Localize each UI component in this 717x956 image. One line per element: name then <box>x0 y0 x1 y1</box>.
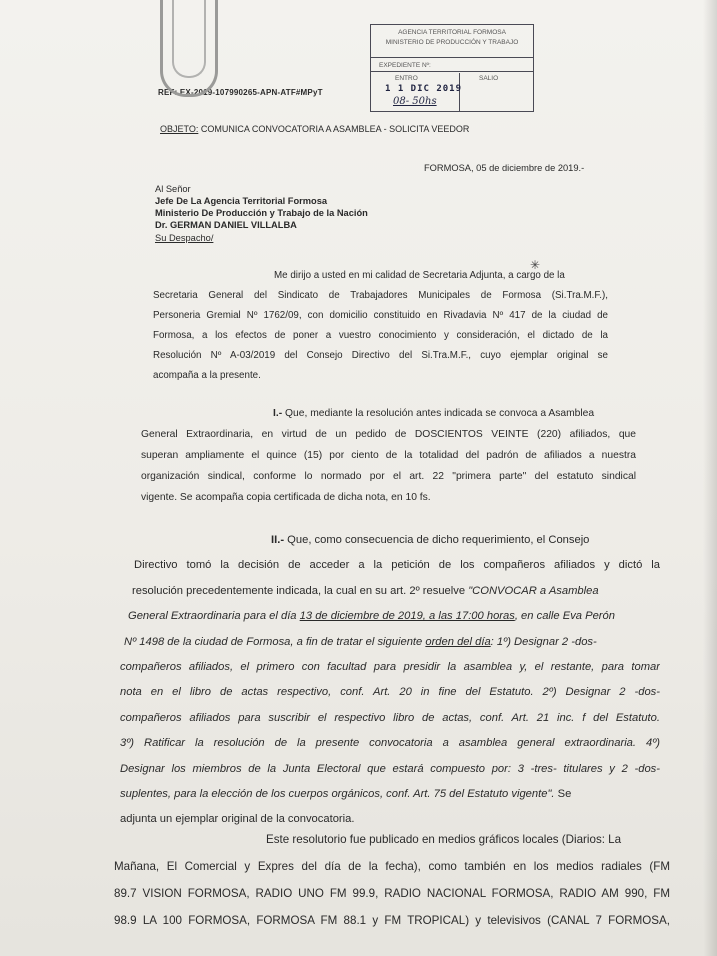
section-2-line: compañeros afiliados, el primero con facultad para presidir la asamblea y, el restante, para tomar <box>120 660 660 673</box>
stamp-date: 1 1 DIC 2019 <box>385 84 463 94</box>
closing-line: 89.7 VISION FORMOSA, RADIO UNO FM 99.9, RADIO NACIONAL FORMOSA, RADIO AM 990, FM <box>114 887 670 900</box>
section-2-text: Que, como consecuencia de dicho requerimiento, el Consejo <box>287 534 590 546</box>
section-2-text: : 1º) Designar 2 -dos- <box>490 635 597 648</box>
section-1-number: I.- <box>273 408 283 419</box>
stamp-expediente: EXPEDIENTE Nº: <box>379 62 431 69</box>
intro-line: Resolución Nº A-03/2019 del Consejo Directivo del Si.Tra.M.F., cuyo ejemplar original se <box>153 350 608 361</box>
addressee-title: Jefe De La Agencia Territorial Formosa <box>155 196 328 206</box>
stamp-entro: ENTRO <box>395 75 418 82</box>
section-1-paragraph <box>141 403 636 508</box>
stamp-ministry: MINISTERIO DE PRODUCCIÓN Y TRABAJO <box>385 39 519 46</box>
subject-text: COMUNICA CONVOCATORIA A ASAMBLEA - SOLICITA VEEDOR <box>200 124 470 134</box>
agenda-label: orden del día <box>425 635 491 648</box>
intro-paragraph <box>153 266 608 386</box>
section-2-line: 3º) Ratificar la resolución de la presente convocatoria a asamblea general extraordinaria. 4º) <box>120 737 660 750</box>
section-2-text: , en calle Eva Perón <box>514 610 615 623</box>
section-2-first-line <box>120 528 660 553</box>
section-2-number: II.- <box>271 534 285 546</box>
section-2-line: adjunta un ejemplar original de la convocatoria. <box>120 813 355 826</box>
addressee-ministry: Ministerio De Producción y Trabajo de la Nación <box>155 208 368 218</box>
section-1-line: vigente. Se acompaña copia certificada de dicha nota, en 10 fs. <box>141 492 431 503</box>
reference-number: REF: EX-2019-107990265-APN-ATF#MPyT <box>158 88 323 97</box>
stamp-agency: AGENCIA TERRITORIAL FORMOSA <box>398 29 506 36</box>
section-2-line <box>120 782 660 807</box>
addressee-name: Dr. GERMAN DANIEL VILLALBA <box>155 220 297 230</box>
subject-label: OBJETO: <box>160 124 199 134</box>
section-2-paragraph <box>120 528 660 833</box>
section-2-line <box>120 579 660 604</box>
intro-line: Me dirijo a usted en mi calidad de Secretaria Adjunta, a cargo de la <box>274 270 565 281</box>
closing-line: 98.9 LA 100 FORMOSA, FORMOSA FM 88.1 y FM TROPICAL) y televisivos (CANAL 7 FORMOSA, <box>114 914 670 927</box>
intro-line: acompaña a la presente. <box>153 370 261 381</box>
section-1-line: organización sindical, conforme lo normado por el art. 22 "primera parte" del estatuto sindical <box>141 471 636 482</box>
stamp-handwritten-time: 08- 50hs <box>393 96 437 107</box>
paper-clip-inner-loop <box>172 0 206 78</box>
reception-stamp <box>370 24 534 112</box>
section-2-line: compañeros afiliados para suscribir el respectivo libro de actas, conf. Art. 21 inc. f del Estatuto. <box>120 711 660 724</box>
intro-line: Secretaria General del Sindicato de Trabajadores Municipales de Formosa (Si.Tra.M.F.), <box>153 290 608 301</box>
closing-line: Mañana, El Comercial y Expres del día de la fecha), como también en los medios radiales (FM <box>114 860 670 873</box>
section-2-line <box>120 630 660 655</box>
section-2-text: suplentes, para la elección de los cuerpos orgánicos, conf. Art. 75 del Estatuto vigente". <box>120 787 555 800</box>
addressee-salutation: Al Señor <box>155 184 191 194</box>
section-1-first-line <box>141 403 636 424</box>
intro-line: Formosa, a los efectos de poner a vuestro conocimiento y consideración, el dictado de la <box>153 330 608 341</box>
closing-paragraph <box>114 826 670 934</box>
section-2-text: Se <box>557 787 572 800</box>
place-date: FORMOSA, 05 de diciembre de 2019.- <box>424 163 585 173</box>
stamp-salio: SALIO <box>479 75 499 82</box>
page-edge-shadow <box>703 0 717 956</box>
section-2-line: nota en el libro de actas respectivo, conf. Art. 20 in fine del Estatuto. 2º) Designar 2 -dos- <box>120 686 660 699</box>
intro-line: Personeria Gremial Nº 1762/09, con domicilio constituido en Rivadavia Nº 417 de la ciudad de <box>153 310 608 321</box>
section-2-quote: "CONVOCAR a Asamblea <box>468 584 599 597</box>
section-1-text: Que, mediante la resolución antes indicada se convoca a Asamblea <box>285 408 595 419</box>
section-2-line: Designar los miembros de la Junta Electoral que estará compuesto por: 3 -tres- titulares y 2 -dos- <box>120 762 660 775</box>
section-2-line <box>120 604 660 629</box>
subject-line <box>160 124 469 134</box>
ink-mark-icon: ✳ <box>530 258 541 272</box>
section-2-text: Nº 1498 de la ciudad de Formosa, a fin de tratar el siguiente <box>124 635 426 648</box>
meeting-date-time: 13 de diciembre de 2019, a las 17:00 horas <box>299 610 515 623</box>
addressee-closing: Su Despacho/ <box>155 233 214 243</box>
section-2-line: Directivo tomó la decisión de acceder a la petición de los compañeros afiliados y dictó la <box>134 559 660 572</box>
section-1-line: superan ampliamente el quince (15) por ciento de la totalidad del padrón de afiliados a nuestra <box>141 450 636 461</box>
stamp-divider <box>371 57 533 58</box>
stamp-divider <box>371 71 533 72</box>
section-2-text: General Extraordinaria para el día <box>128 610 300 623</box>
section-1-line: General Extraordinaria, en virtud de un pedido de DOSCIENTOS VEINTE (220) afiliados, que <box>141 429 636 440</box>
closing-line: Este resolutorio fue publicado en medios gráficos locales (Diarios: La <box>266 833 622 846</box>
section-2-text: resolución precedentemente indicada, la cual en su art. 2º resuelve <box>132 584 469 597</box>
